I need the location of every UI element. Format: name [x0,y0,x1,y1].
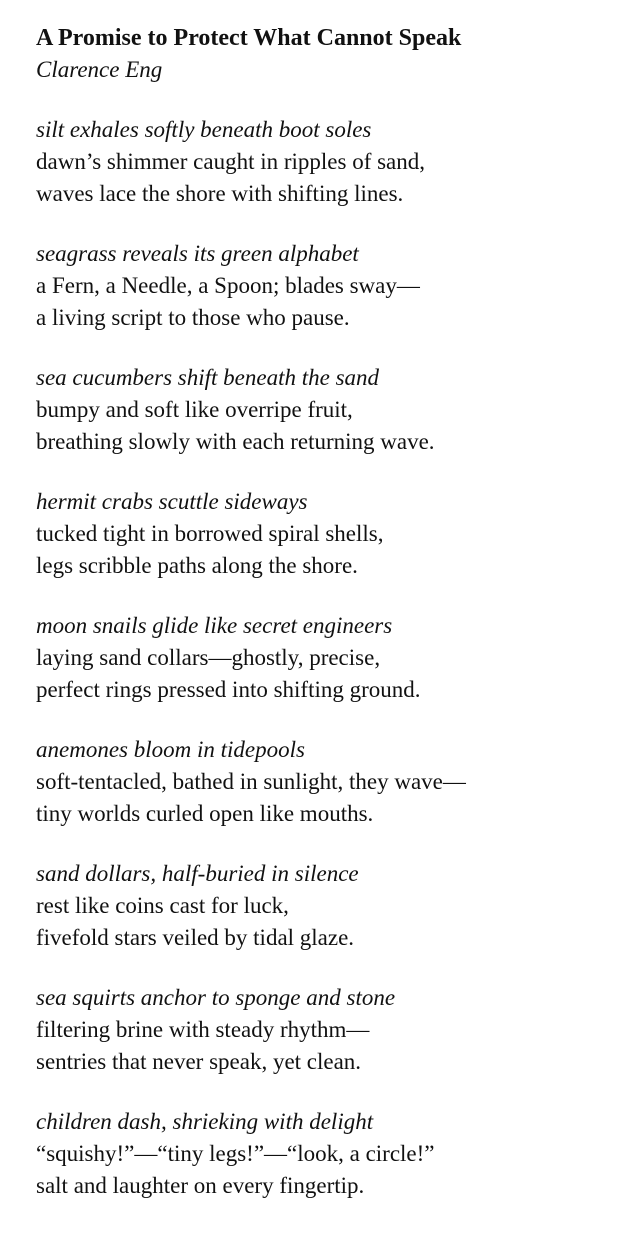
stanza-line: children dash, shrieking with delight [36,1109,374,1134]
stanza-line: waves lace the shore with shifting lines. [36,181,404,206]
stanza-line: bumpy and soft like overripe fruit, [36,397,353,422]
stanza-line: silt exhales softly beneath boot soles [36,117,372,142]
stanza-line: tiny worlds curled open like mouths. [36,801,374,826]
stanza-line: anemones bloom in tidepools [36,737,305,762]
stanza-line: legs scribble paths along the shore. [36,553,358,578]
stanza-line: sea cucumbers shift beneath the sand [36,365,380,390]
stanza-line: sea squirts anchor to sponge and stone [36,985,396,1010]
poem-author: Clarence Eng [36,57,163,82]
stanza-9 [36,1106,606,1202]
stanza-line: a Fern, a Needle, a Spoon; blades sway— [36,273,420,298]
stanza-line: salt and laughter on every fingertip. [36,1173,365,1198]
stanza-line: dawn’s shimmer caught in ripples of sand, [36,149,426,174]
stanza-5 [36,610,606,706]
stanza-line: soft-tentacled, bathed in sunlight, they wave— [36,769,466,794]
stanza-line: moon snails glide like secret engineers [36,613,393,638]
stanza-line: perfect rings pressed into shifting ground. [36,677,421,702]
stanza-1 [36,114,606,210]
stanza-2 [36,238,606,334]
stanza-3 [36,362,606,458]
poem-title: A Promise to Protect What Cannot Speak [36,25,462,51]
stanza-line: laying sand collars—ghostly, precise, [36,645,381,670]
stanza-7 [36,858,606,954]
stanza-line: a living script to those who pause. [36,305,350,330]
stanza-8 [36,982,606,1078]
poem [36,22,606,1230]
stanza-line: fivefold stars veiled by tidal glaze. [36,925,355,950]
stanza-line: rest like coins cast for luck, [36,893,289,918]
stanza-line: sentries that never speak, yet clean. [36,1049,362,1074]
stanza-4 [36,486,606,582]
stanza-line: breathing slowly with each returning wave. [36,429,435,454]
stanza-line: tucked tight in borrowed spiral shells, [36,521,384,546]
stanza-line: seagrass reveals its green alphabet [36,241,359,266]
stanza-line: “squishy!”—“tiny legs!”—“look, a circle!” [36,1141,435,1166]
stanza-line: sand dollars, half-buried in silence [36,861,359,886]
stanza-line: hermit crabs scuttle sideways [36,489,308,514]
stanza-6 [36,734,606,830]
stanza-line: filtering brine with steady rhythm— [36,1017,370,1042]
